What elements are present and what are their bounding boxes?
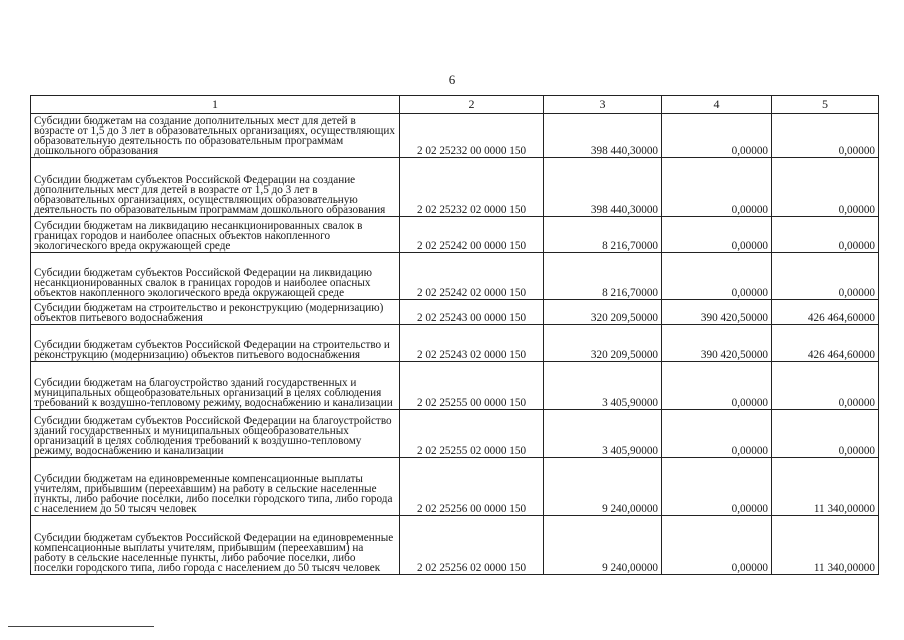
column-header-3: 3 — [544, 96, 662, 114]
column-header-1: 1 — [31, 96, 400, 114]
row-value-3: 9 240,00000 — [544, 458, 662, 516]
row-value-4: 0,00000 — [662, 114, 772, 158]
row-name: Субсидии бюджетам на благоустройство зданий государственных и муниципальных общеобразовательных организаций в целях соблюдения требований к воздушно-тепловому режиму, водоснабжению и канализации — [31, 362, 400, 410]
row-value-5: 0,00000 — [772, 362, 879, 410]
row-code: 2 02 25255 02 0000 150 — [400, 410, 544, 458]
row-code: 2 02 25232 00 0000 150 — [400, 114, 544, 158]
row-value-5: 0,00000 — [772, 158, 879, 217]
row-value-5: 0,00000 — [772, 217, 879, 253]
row-code: 2 02 25232 02 0000 150 — [400, 158, 544, 217]
row-code: 2 02 25243 00 0000 150 — [400, 300, 544, 325]
table-row — [31, 217, 879, 253]
row-value-4: 390 420,50000 — [662, 325, 772, 362]
table-row — [31, 325, 879, 362]
table-row — [31, 516, 879, 575]
row-value-4: 0,00000 — [662, 410, 772, 458]
row-value-5: 11 340,00000 — [772, 458, 879, 516]
table-row — [31, 362, 879, 410]
row-code: 2 02 25242 00 0000 150 — [400, 217, 544, 253]
table-row — [31, 410, 879, 458]
row-name: Субсидии бюджетам субъектов Российской Федерации на благоустройство зданий государственных и муниципальных общеобразовательных организаций в целях соблюдения требований к воздушно-тепловому режиму, водоснабжению и канализации — [31, 410, 400, 458]
row-value-3: 3 405,90000 — [544, 362, 662, 410]
row-value-4: 0,00000 — [662, 516, 772, 575]
column-header-2: 2 — [400, 96, 544, 114]
table-row — [31, 114, 879, 158]
row-value-4: 0,00000 — [662, 253, 772, 300]
row-value-4: 0,00000 — [662, 217, 772, 253]
row-value-3: 9 240,00000 — [544, 516, 662, 575]
row-value-4: 0,00000 — [662, 362, 772, 410]
column-header-4: 4 — [662, 96, 772, 114]
table-row — [31, 158, 879, 217]
row-name: Субсидии бюджетам субъектов Российской Федерации на строительство и реконструкцию (модернизацию) объектов питьевого водоснабжения — [31, 325, 400, 362]
row-name: Субсидии бюджетам субъектов Российской Федерации на создание дополнительных мест для детей в возрасте от 1,5 до 3 лет в образовательных организациях, осуществляющих образовательную деятельность по образовательным программам дошкольного образования — [31, 158, 400, 217]
row-value-4: 390 420,50000 — [662, 300, 772, 325]
column-header-5: 5 — [772, 96, 879, 114]
row-value-5: 0,00000 — [772, 114, 879, 158]
row-name: Субсидии бюджетам субъектов Российской Федерации на ликвидацию несанкционированных свалок в границах городов и наиболее опасных объектов накопленного экологического вреда окружающей среде — [31, 253, 400, 300]
row-value-3: 320 209,50000 — [544, 325, 662, 362]
row-code: 2 02 25256 02 0000 150 — [400, 516, 544, 575]
row-value-3: 8 216,70000 — [544, 217, 662, 253]
page-number: 6 — [448, 72, 456, 87]
row-name: Субсидии бюджетам на создание дополнительных мест для детей в возрасте от 1,5 до 3 лет в образовательных организациях, осуществляющих образовательную деятельность по образовательным программам дошкольного образования — [31, 114, 400, 158]
row-code: 2 02 25255 00 0000 150 — [400, 362, 544, 410]
row-value-5: 426 464,60000 — [772, 325, 879, 362]
row-code: 2 02 25256 00 0000 150 — [400, 458, 544, 516]
row-value-5: 11 340,00000 — [772, 516, 879, 575]
table-header-row — [31, 96, 879, 114]
row-code: 2 02 25243 02 0000 150 — [400, 325, 544, 362]
table-row — [31, 300, 879, 325]
row-name: Субсидии бюджетам на строительство и реконструкцию (модернизацию) объектов питьевого водоснабжения — [31, 300, 400, 325]
row-code: 2 02 25242 02 0000 150 — [400, 253, 544, 300]
row-name: Субсидии бюджетам субъектов Российской Федерации на единовременные компенсационные выплаты учителям, прибывшим (переехавшим) на работу в сельские населенные пункты, либо рабочие поселки, либо поселки городского типа, либо города с населением до 50 тысяч человек — [31, 516, 400, 575]
row-value-5: 426 464,60000 — [772, 300, 879, 325]
row-value-3: 320 209,50000 — [544, 300, 662, 325]
row-value-3: 398 440,30000 — [544, 158, 662, 217]
budget-table — [30, 95, 879, 575]
row-value-5: 0,00000 — [772, 253, 879, 300]
row-value-4: 0,00000 — [662, 158, 772, 217]
row-name: Субсидии бюджетам на единовременные компенсационные выплаты учителям, прибывшим (переехавшим) на работу в сельские населенные пункты, либо рабочие поселки, либо поселки городского типа, либо города с населением до 50 тысяч человек — [31, 458, 400, 516]
row-name: Субсидии бюджетам на ликвидацию несанкционированных свалок в границах городов и наиболее опасных объектов накопленного экологического вреда окружающей среде — [31, 217, 400, 253]
row-value-4: 0,00000 — [662, 458, 772, 516]
row-value-5: 0,00000 — [772, 410, 879, 458]
row-value-3: 8 216,70000 — [544, 253, 662, 300]
row-value-3: 398 440,30000 — [544, 114, 662, 158]
row-value-3: 3 405,90000 — [544, 410, 662, 458]
table-row — [31, 253, 879, 300]
table-row — [31, 458, 879, 516]
footer-rule — [8, 626, 154, 627]
